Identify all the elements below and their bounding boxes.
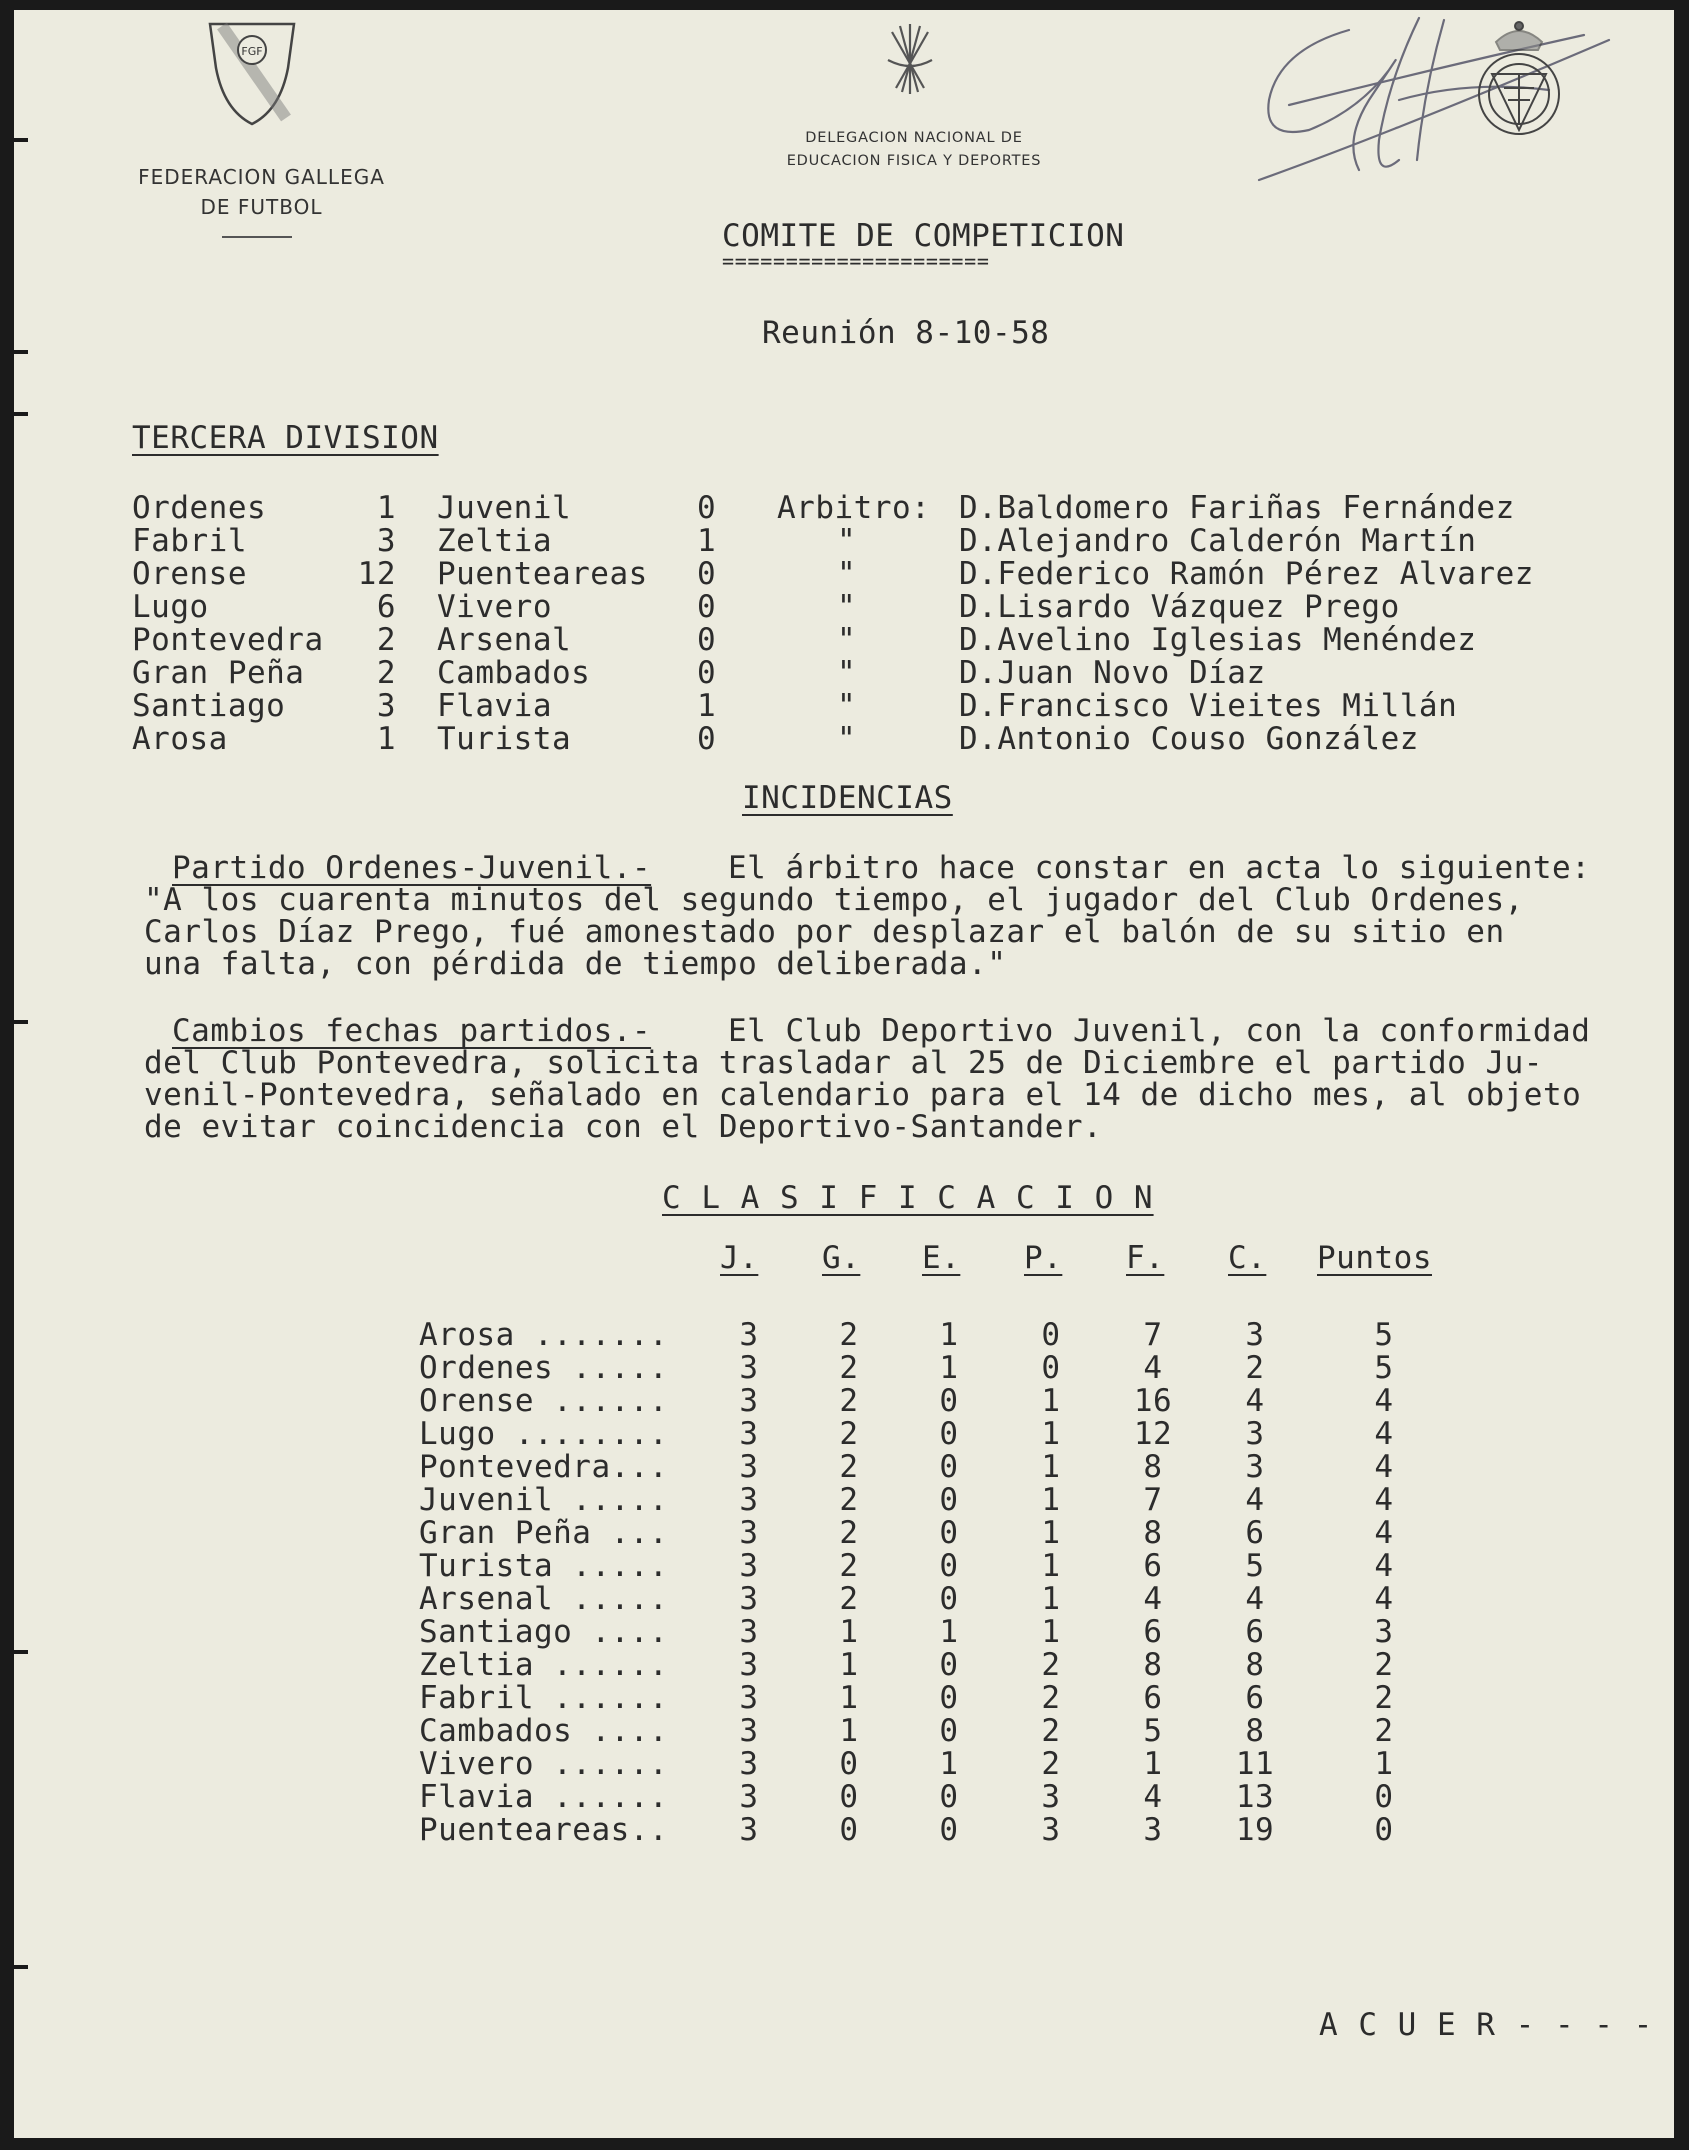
division-title: TERCERA DIVISION bbox=[132, 420, 439, 456]
divider bbox=[222, 236, 292, 238]
punch-mark bbox=[14, 350, 28, 354]
played: 3 bbox=[739, 1515, 759, 1551]
points: 2 bbox=[1374, 1713, 1394, 1749]
column-header-won: G. bbox=[822, 1240, 861, 1276]
home-team: Santiago bbox=[132, 688, 286, 724]
drawn: 0 bbox=[939, 1515, 959, 1551]
column-header-lost: P. bbox=[1024, 1240, 1063, 1276]
won: 2 bbox=[839, 1581, 859, 1617]
goals-for: 8 bbox=[1143, 1449, 1163, 1485]
won: 2 bbox=[839, 1449, 859, 1485]
drawn: 1 bbox=[939, 1317, 959, 1353]
goals-for: 6 bbox=[1143, 1548, 1163, 1584]
goals-against: 4 bbox=[1245, 1482, 1265, 1518]
committee-title-rule: ===================== bbox=[722, 249, 990, 273]
team-name: Santiago .... bbox=[419, 1614, 669, 1650]
home-team: Gran Peña bbox=[132, 655, 305, 691]
points: 0 bbox=[1374, 1779, 1394, 1815]
away-goals: 1 bbox=[697, 688, 717, 724]
won: 1 bbox=[839, 1614, 859, 1650]
clasificacion-title: C L A S I F I C A C I O N bbox=[662, 1180, 1154, 1216]
points: 4 bbox=[1374, 1548, 1394, 1584]
points: 5 bbox=[1374, 1350, 1394, 1386]
lost: 1 bbox=[1041, 1416, 1061, 1452]
team-name: Juvenil ..... bbox=[419, 1482, 669, 1518]
goals-against: 19 bbox=[1235, 1812, 1275, 1848]
referee-name: D.Antonio Couso González bbox=[959, 721, 1419, 757]
result-row bbox=[132, 589, 1400, 625]
lost: 2 bbox=[1041, 1680, 1061, 1716]
ditto-mark: " bbox=[837, 589, 857, 625]
delegation-line2: EDUCACION FISICA Y DEPORTES bbox=[786, 153, 1042, 169]
drawn: 0 bbox=[939, 1581, 959, 1617]
points: 4 bbox=[1374, 1482, 1394, 1518]
result-row bbox=[132, 655, 1266, 691]
lost: 3 bbox=[1041, 1779, 1061, 1815]
away-team: Turista bbox=[437, 721, 572, 757]
away-team: Flavia bbox=[437, 688, 552, 724]
goals-against: 6 bbox=[1245, 1680, 1265, 1716]
goals-against: 4 bbox=[1245, 1383, 1265, 1419]
home-team: Arosa bbox=[132, 721, 228, 757]
points: 3 bbox=[1374, 1614, 1394, 1650]
incident-text-line: de evitar coincidencia con el Deportivo-Santander. bbox=[144, 1109, 1103, 1145]
ditto-mark: " bbox=[837, 556, 857, 592]
home-goals: 2 bbox=[376, 655, 396, 691]
lost: 0 bbox=[1041, 1350, 1061, 1386]
incident-text-line: venil-Pontevedra, señalado en calendario para el 14 de dicho mes, al objeto bbox=[144, 1077, 1582, 1113]
ditto-mark: " bbox=[837, 688, 857, 724]
goals-for: 5 bbox=[1143, 1713, 1163, 1749]
away-goals: 0 bbox=[697, 622, 717, 658]
home-goals: 3 bbox=[376, 523, 396, 559]
points: 2 bbox=[1374, 1647, 1394, 1683]
played: 3 bbox=[739, 1416, 759, 1452]
drawn: 0 bbox=[939, 1383, 959, 1419]
lost: 1 bbox=[1041, 1548, 1061, 1584]
continuation-marker: A C U E R - - - - bbox=[1319, 2007, 1654, 2043]
points: 2 bbox=[1374, 1680, 1394, 1716]
federation-name-line2: DE FUTBOL bbox=[200, 195, 323, 219]
lost: 1 bbox=[1041, 1581, 1061, 1617]
won: 2 bbox=[839, 1383, 859, 1419]
won: 0 bbox=[839, 1812, 859, 1848]
home-goals: 2 bbox=[376, 622, 396, 658]
lost: 1 bbox=[1041, 1449, 1061, 1485]
team-name: Zeltia ...... bbox=[419, 1647, 669, 1683]
team-name: Cambados .... bbox=[419, 1713, 669, 1749]
federation-shield-icon bbox=[204, 18, 300, 130]
won: 1 bbox=[839, 1680, 859, 1716]
referee-name: D.Baldomero Fariñas Fernández bbox=[959, 490, 1515, 526]
away-goals: 1 bbox=[697, 523, 717, 559]
team-name: Ordenes ..... bbox=[419, 1350, 669, 1386]
punch-mark bbox=[14, 412, 28, 416]
goals-against: 8 bbox=[1245, 1647, 1265, 1683]
delegation-line1: DELEGACION NACIONAL DE bbox=[805, 130, 1023, 146]
away-team: Juvenil bbox=[437, 490, 572, 526]
lost: 2 bbox=[1041, 1713, 1061, 1749]
won: 2 bbox=[839, 1482, 859, 1518]
played: 3 bbox=[739, 1812, 759, 1848]
played: 3 bbox=[739, 1482, 759, 1518]
goals-against: 2 bbox=[1245, 1350, 1265, 1386]
home-goals: 1 bbox=[376, 490, 396, 526]
goals-for: 1 bbox=[1143, 1746, 1163, 1782]
incident-heading-date-changes bbox=[172, 1013, 651, 1049]
won: 2 bbox=[839, 1515, 859, 1551]
column-header-for: F. bbox=[1126, 1240, 1165, 1276]
lost: 2 bbox=[1041, 1746, 1061, 1782]
played: 3 bbox=[739, 1647, 759, 1683]
incident-text-line: "A los cuarenta minutos del segundo tiempo, el jugador del Club Ordenes, bbox=[144, 882, 1524, 918]
punch-mark bbox=[14, 138, 28, 142]
points: 4 bbox=[1374, 1383, 1394, 1419]
ditto-mark: " bbox=[837, 655, 857, 691]
ditto-mark: " bbox=[837, 721, 857, 757]
team-name: Orense ...... bbox=[419, 1383, 669, 1419]
goals-against: 3 bbox=[1245, 1416, 1265, 1452]
drawn: 0 bbox=[939, 1548, 959, 1584]
referee-name: D.Juan Novo Díaz bbox=[959, 655, 1266, 691]
home-team: Pontevedra bbox=[132, 622, 324, 658]
away-team: Cambados bbox=[437, 655, 591, 691]
won: 2 bbox=[839, 1350, 859, 1386]
home-goals: 6 bbox=[376, 589, 396, 625]
drawn: 1 bbox=[939, 1350, 959, 1386]
result-row bbox=[132, 721, 1419, 757]
drawn: 1 bbox=[939, 1746, 959, 1782]
home-team: Orense bbox=[132, 556, 247, 592]
won: 1 bbox=[839, 1647, 859, 1683]
team-name: Fabril ...... bbox=[419, 1680, 669, 1716]
column-header-played: J. bbox=[720, 1240, 759, 1276]
meeting-date: Reunión 8-10-58 bbox=[762, 315, 1050, 351]
goals-against: 3 bbox=[1245, 1317, 1265, 1353]
result-row bbox=[132, 622, 1477, 658]
played: 3 bbox=[739, 1350, 759, 1386]
goals-for: 8 bbox=[1143, 1647, 1163, 1683]
away-team: Vivero bbox=[437, 589, 552, 625]
goals-against: 6 bbox=[1245, 1614, 1265, 1650]
referee-name: D.Avelino Iglesias Menéndez bbox=[959, 622, 1477, 658]
away-goals: 0 bbox=[697, 655, 717, 691]
lost: 1 bbox=[1041, 1614, 1061, 1650]
lost: 3 bbox=[1041, 1812, 1061, 1848]
drawn: 0 bbox=[939, 1713, 959, 1749]
drawn: 1 bbox=[939, 1614, 959, 1650]
drawn: 0 bbox=[939, 1680, 959, 1716]
incident-heading-text: Cambios fechas partidos.- bbox=[172, 1013, 652, 1049]
goals-for: 16 bbox=[1133, 1383, 1173, 1419]
home-goals: 1 bbox=[376, 721, 396, 757]
ditto-mark: " bbox=[837, 622, 857, 658]
home-team: Lugo bbox=[132, 589, 209, 625]
points: 4 bbox=[1374, 1515, 1394, 1551]
goals-against: 13 bbox=[1235, 1779, 1275, 1815]
drawn: 0 bbox=[939, 1482, 959, 1518]
played: 3 bbox=[739, 1614, 759, 1650]
lost: 0 bbox=[1041, 1317, 1061, 1353]
incidencias-title: INCIDENCIAS bbox=[742, 780, 953, 816]
drawn: 0 bbox=[939, 1779, 959, 1815]
team-name: Lugo ........ bbox=[419, 1416, 669, 1452]
goals-for: 8 bbox=[1143, 1515, 1163, 1551]
result-row bbox=[132, 490, 1515, 526]
column-header-drawn: E. bbox=[922, 1240, 961, 1276]
svg-text:FGF: FGF bbox=[241, 45, 263, 58]
away-team: Zeltia bbox=[437, 523, 552, 559]
goals-for: 12 bbox=[1133, 1416, 1173, 1452]
team-name: Puenteareas.. bbox=[419, 1812, 669, 1848]
home-team: Ordenes bbox=[132, 490, 267, 526]
ditto-mark: " bbox=[837, 523, 857, 559]
points: 5 bbox=[1374, 1317, 1394, 1353]
incident-text-line: El árbitro hace constar en acta lo siguiente: bbox=[728, 850, 1591, 886]
played: 3 bbox=[739, 1317, 759, 1353]
referee-label: Arbitro: bbox=[777, 490, 931, 526]
won: 2 bbox=[839, 1416, 859, 1452]
goals-against: 3 bbox=[1245, 1449, 1265, 1485]
won: 2 bbox=[839, 1317, 859, 1353]
goals-for: 4 bbox=[1143, 1779, 1163, 1815]
team-name: Pontevedra... bbox=[419, 1449, 669, 1485]
goals-for: 3 bbox=[1143, 1812, 1163, 1848]
team-name: Arsenal ..... bbox=[419, 1581, 669, 1617]
points: 4 bbox=[1374, 1449, 1394, 1485]
goals-against: 4 bbox=[1245, 1581, 1265, 1617]
lost: 2 bbox=[1041, 1647, 1061, 1683]
home-team: Fabril bbox=[132, 523, 247, 559]
played: 3 bbox=[739, 1680, 759, 1716]
played: 3 bbox=[739, 1746, 759, 1782]
played: 3 bbox=[739, 1713, 759, 1749]
won: 0 bbox=[839, 1746, 859, 1782]
lost: 1 bbox=[1041, 1515, 1061, 1551]
goals-against: 6 bbox=[1245, 1515, 1265, 1551]
drawn: 0 bbox=[939, 1416, 959, 1452]
team-name: Gran Peña ... bbox=[419, 1515, 669, 1551]
referee-name: D.Alejandro Calderón Martín bbox=[959, 523, 1477, 559]
team-name: Arosa ....... bbox=[419, 1317, 669, 1353]
home-goals: 3 bbox=[376, 688, 396, 724]
incident-text-line: El Club Deportivo Juvenil, con la conformidad bbox=[728, 1013, 1591, 1049]
goals-against: 11 bbox=[1235, 1746, 1275, 1782]
played: 3 bbox=[739, 1383, 759, 1419]
goals-for: 7 bbox=[1143, 1482, 1163, 1518]
played: 3 bbox=[739, 1548, 759, 1584]
points: 1 bbox=[1374, 1746, 1394, 1782]
result-row bbox=[132, 556, 1534, 592]
goals-for: 6 bbox=[1143, 1680, 1163, 1716]
played: 3 bbox=[739, 1779, 759, 1815]
team-name: Turista ..... bbox=[419, 1548, 669, 1584]
drawn: 0 bbox=[939, 1449, 959, 1485]
result-row bbox=[132, 688, 1458, 724]
referee-name: D.Lisardo Vázquez Prego bbox=[959, 589, 1400, 625]
yoke-arrows-emblem-icon bbox=[882, 20, 938, 98]
federation-name-line1: FEDERACION GALLEGA bbox=[138, 165, 385, 189]
home-goals: 12 bbox=[357, 556, 396, 592]
away-team: Arsenal bbox=[437, 622, 572, 658]
away-goals: 0 bbox=[697, 721, 717, 757]
goals-against: 8 bbox=[1245, 1713, 1265, 1749]
incident-text-line: una falta, con pérdida de tiempo deliberada." bbox=[144, 946, 1007, 982]
referee-name: D.Francisco Vieites Millán bbox=[959, 688, 1458, 724]
points: 4 bbox=[1374, 1416, 1394, 1452]
goals-for: 6 bbox=[1143, 1614, 1163, 1650]
result-row bbox=[132, 523, 1477, 559]
standings-header bbox=[14, 1240, 1674, 1274]
incident-heading-text: Partido Ordenes-Juvenil.- bbox=[172, 850, 652, 886]
goals-for: 4 bbox=[1143, 1350, 1163, 1386]
incident-text-line: Carlos Díaz Prego, fué amonestado por desplazar el balón de su sitio en bbox=[144, 914, 1505, 950]
team-name: Vivero ...... bbox=[419, 1746, 669, 1782]
drawn: 0 bbox=[939, 1812, 959, 1848]
drawn: 0 bbox=[939, 1647, 959, 1683]
referee-name: D.Federico Ramón Pérez Alvarez bbox=[959, 556, 1534, 592]
played: 3 bbox=[739, 1581, 759, 1617]
punch-mark bbox=[14, 1650, 28, 1654]
away-goals: 0 bbox=[697, 490, 717, 526]
away-goals: 0 bbox=[697, 556, 717, 592]
goals-for: 7 bbox=[1143, 1317, 1163, 1353]
incident-text-line: del Club Pontevedra, solicita trasladar al 25 de Diciembre el partido Ju- bbox=[144, 1045, 1543, 1081]
goals-against: 5 bbox=[1245, 1548, 1265, 1584]
punch-mark bbox=[14, 1020, 28, 1024]
team-name: Flavia ...... bbox=[419, 1779, 669, 1815]
punch-mark bbox=[14, 1965, 28, 1969]
incident-heading-ordenes-juvenil bbox=[172, 850, 651, 886]
column-header-points: Puntos bbox=[1317, 1240, 1432, 1276]
goals-for: 4 bbox=[1143, 1581, 1163, 1617]
lost: 1 bbox=[1041, 1383, 1061, 1419]
won: 1 bbox=[839, 1713, 859, 1749]
points: 4 bbox=[1374, 1581, 1394, 1617]
crowned-emblem-icon bbox=[1464, 12, 1574, 162]
column-header-against: C. bbox=[1228, 1240, 1267, 1276]
away-team: Puenteareas bbox=[437, 556, 648, 592]
committee-title: COMITE DE COMPETICION bbox=[722, 218, 1125, 254]
lost: 1 bbox=[1041, 1482, 1061, 1518]
won: 0 bbox=[839, 1779, 859, 1815]
won: 2 bbox=[839, 1548, 859, 1584]
document-page bbox=[14, 10, 1674, 2138]
played: 3 bbox=[739, 1449, 759, 1485]
away-goals: 0 bbox=[697, 589, 717, 625]
points: 0 bbox=[1374, 1812, 1394, 1848]
